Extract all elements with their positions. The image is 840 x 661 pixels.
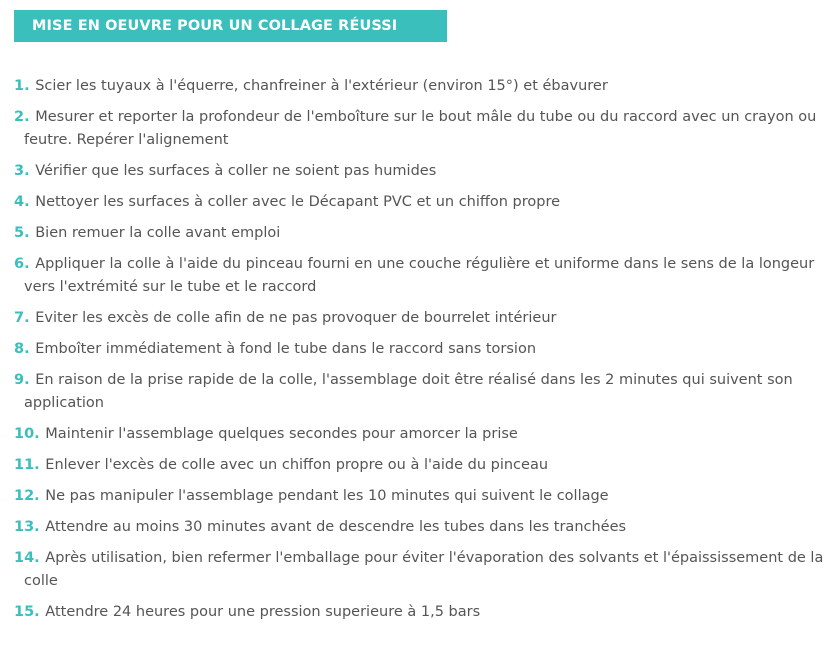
step-number: 15. <box>14 604 40 620</box>
step-text: En raison de la prise rapide de la colle, l'assemblage doit être réalisé dans les 2 minutes qui suivent son application <box>24 372 793 411</box>
step-number: 7. <box>14 310 30 326</box>
list-item <box>14 106 834 152</box>
step-text: Enlever l'excès de colle avec un chiffon propre ou à l'aide du pinceau <box>45 457 549 473</box>
list-item <box>14 338 834 361</box>
step-number: 13. <box>14 519 40 535</box>
list-item <box>14 485 834 508</box>
list-item <box>14 191 834 214</box>
step-number: 1. <box>14 78 30 94</box>
step-number: 8. <box>14 341 30 357</box>
list-item <box>14 369 834 415</box>
list-item <box>14 160 834 183</box>
step-text: Vérifier que les surfaces à coller ne soient pas humides <box>35 163 437 179</box>
list-item <box>14 516 834 539</box>
step-number: 14. <box>14 550 40 566</box>
step-text: Ne pas manipuler l'assemblage pendant les 10 minutes qui suivent le collage <box>45 488 609 504</box>
list-item <box>14 307 834 330</box>
step-text: Attendre 24 heures pour une pression superieure à 1,5 bars <box>45 604 481 620</box>
step-number: 2. <box>14 109 30 125</box>
step-text: Nettoyer les surfaces à coller avec le Décapant PVC et un chiffon propre <box>35 194 561 210</box>
step-number: 6. <box>14 256 30 272</box>
list-item <box>14 253 834 299</box>
step-text: Maintenir l'assemblage quelques secondes pour amorcer la prise <box>45 426 518 442</box>
step-number: 5. <box>14 225 30 241</box>
list-item <box>14 222 834 245</box>
step-text: Scier les tuyaux à l'équerre, chanfreiner à l'extérieur (environ 15°) et ébavurer <box>35 78 608 94</box>
step-number: 10. <box>14 426 40 442</box>
step-text: Eviter les excès de colle afin de ne pas provoquer de bourrelet intérieur <box>35 310 557 326</box>
step-text: Mesurer et reporter la profondeur de l'emboîture sur le bout mâle du tube ou du raccord avec un crayon ou feutre. Repérer l'alignement <box>24 109 817 148</box>
steps-list <box>14 75 834 632</box>
list-item <box>14 423 834 446</box>
step-number: 3. <box>14 163 30 179</box>
list-item <box>14 454 834 477</box>
step-text: Bien remuer la colle avant emploi <box>35 225 281 241</box>
step-text: Emboîter immédiatement à fond le tube dans le raccord sans torsion <box>35 341 537 357</box>
step-number: 11. <box>14 457 40 473</box>
step-number: 4. <box>14 194 30 210</box>
step-text: Après utilisation, bien refermer l'emballage pour éviter l'évaporation des solvants et l'épaississement de la colle <box>24 550 824 589</box>
step-text: Attendre au moins 30 minutes avant de descendre les tubes dans les tranchées <box>45 519 627 535</box>
list-item <box>14 75 834 98</box>
list-item <box>14 601 834 624</box>
step-number: 12. <box>14 488 40 504</box>
step-text: Appliquer la colle à l'aide du pinceau fourni en une couche régulière et uniforme dans le sens de la longeur vers l'extrémité sur le tube et le raccord <box>24 256 815 295</box>
section-title: MISE EN OEUVRE POUR UN COLLAGE RÉUSSI <box>14 10 447 42</box>
step-number: 9. <box>14 372 30 388</box>
list-item <box>14 547 834 593</box>
